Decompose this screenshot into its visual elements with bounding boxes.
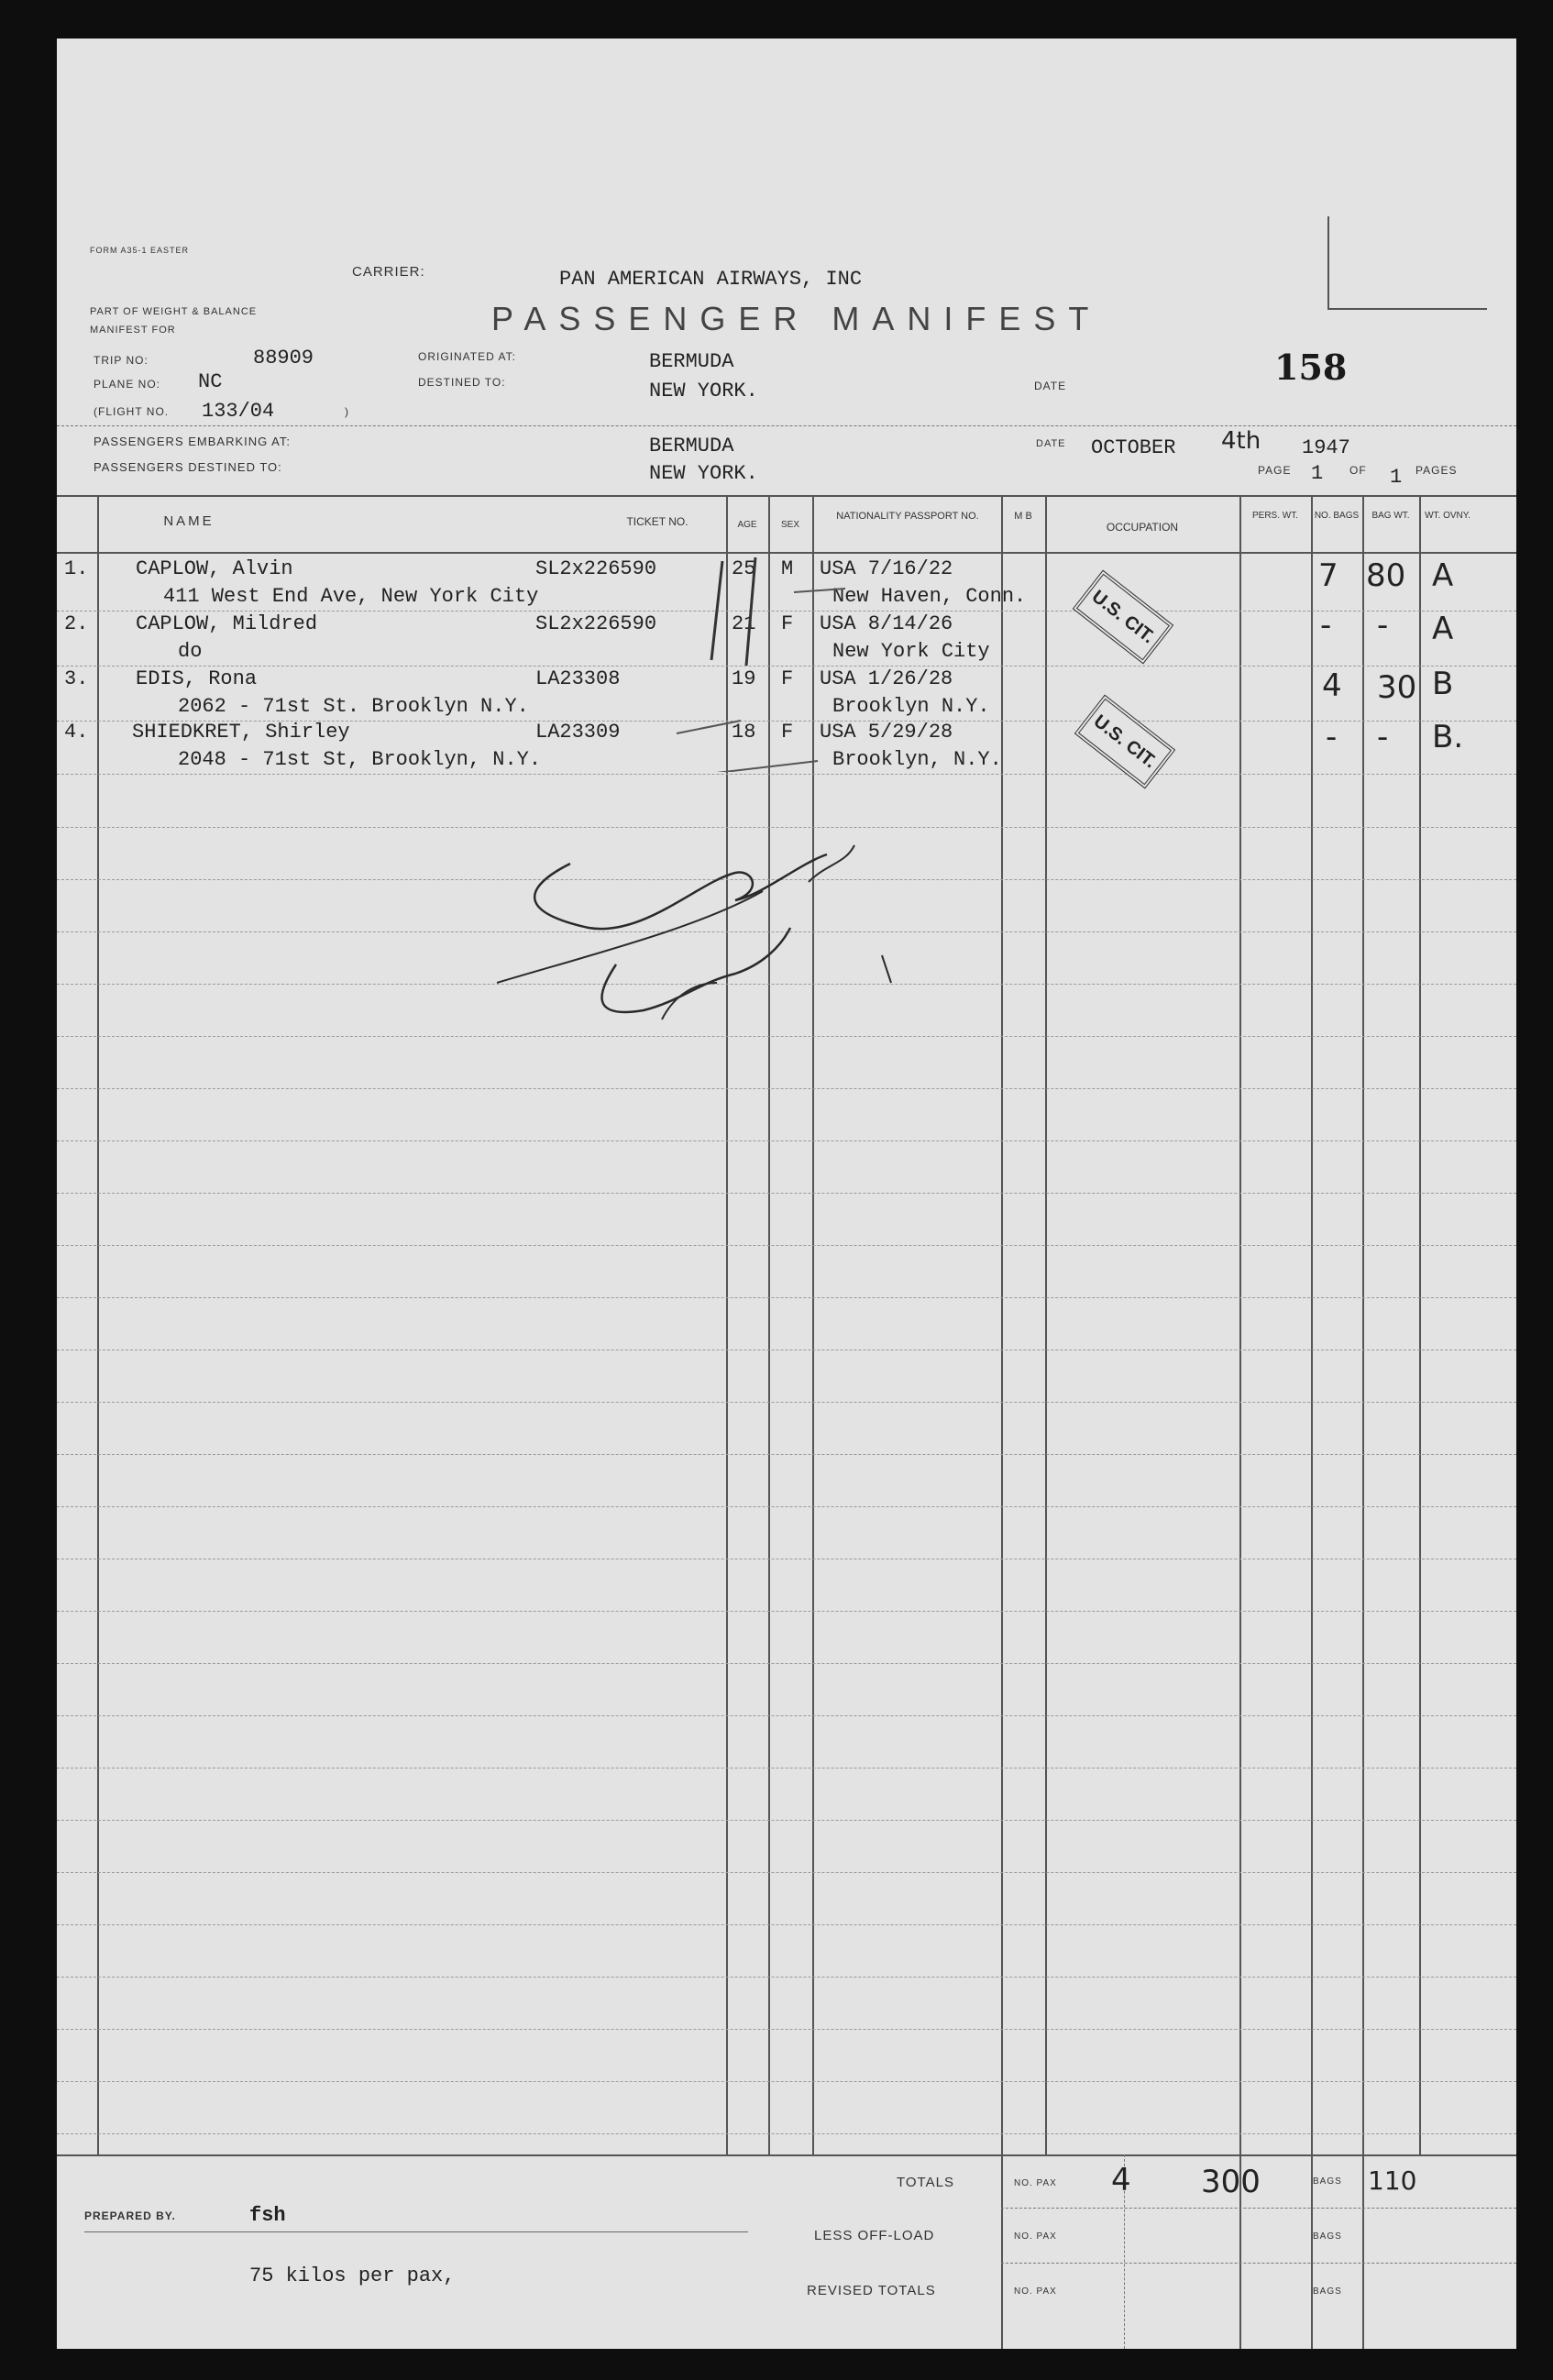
passenger-number: 1. — [64, 557, 89, 580]
col-header-sex: SEX — [780, 520, 799, 530]
page-label: PAGE — [1258, 464, 1292, 477]
bags-label: BAGS — [1313, 2231, 1342, 2242]
us-citizen-stamp: U.S. CIT. — [1074, 695, 1175, 789]
passenger-name: CAPLOW, Mildred — [136, 612, 318, 635]
passenger-nationality: USA 5/29/28 — [820, 721, 953, 744]
passenger-age: 21 — [732, 612, 756, 635]
row-line — [57, 1715, 1516, 1716]
passenger-bag-wt: 80 — [1366, 557, 1406, 594]
col-header-occupation: OCCUPATION — [1106, 521, 1179, 534]
passenger-bags: - — [1326, 719, 1338, 755]
form-title: PASSENGER MANIFEST — [491, 300, 1102, 337]
part-of-label: PART OF WEIGHT & BALANCE — [90, 306, 258, 317]
header-divider — [57, 425, 1516, 426]
passenger-address: 2062 - 71st St. Brooklyn N.Y. — [178, 695, 529, 718]
row-line — [57, 2133, 1516, 2134]
passenger-bags: - — [1320, 607, 1332, 644]
date-value: OCTOBER — [1091, 436, 1176, 459]
trip-label: TRIP NO: — [94, 354, 149, 367]
embarking-label: PASSENGERS EMBARKING AT: — [94, 435, 291, 448]
row-line — [57, 1454, 1516, 1455]
of-label: OF — [1349, 464, 1367, 477]
passenger-address: 2048 - 71st St, Brooklyn, N.Y. — [178, 748, 542, 771]
manifest-sheet — [57, 39, 1516, 2349]
revised-totals-label: REVISED TOTALS — [807, 2283, 936, 2298]
no-pax-label: NO. PAX — [1014, 2286, 1057, 2297]
passenger-ovny: B. — [1432, 719, 1464, 755]
less-offload-label: LESS OFF-LOAD — [814, 2228, 935, 2243]
passenger-ovny: A — [1432, 557, 1454, 594]
corner-mark-h — [1327, 308, 1487, 310]
row-line — [57, 2029, 1516, 2030]
row-line — [57, 1402, 1516, 1403]
totals-row-line — [1001, 2208, 1516, 2209]
passenger-age: 18 — [732, 721, 756, 744]
day-value: 4th — [1221, 427, 1261, 455]
passenger-birthplace: Brooklyn, N.Y. — [832, 748, 1002, 771]
totals-label: TOTALS — [897, 2175, 954, 2190]
flight-value: 133/04 — [202, 400, 275, 423]
year-value: 1947 — [1302, 436, 1350, 459]
pages-label: PAGES — [1415, 464, 1458, 477]
passenger-sex: F — [781, 721, 794, 744]
row-line — [57, 774, 1516, 775]
row-line — [57, 1088, 1516, 1089]
passenger-nationality: USA 7/16/22 — [820, 557, 953, 580]
pax-destined-label: PASSENGERS DESTINED TO: — [94, 460, 282, 474]
row-line — [57, 1663, 1516, 1664]
passenger-bag-wt: 30 — [1377, 669, 1417, 706]
flight-close: ) — [345, 405, 349, 418]
row-line — [57, 1245, 1516, 1246]
col-header-no-bags: NO. BAGS — [1314, 511, 1360, 521]
row-line — [57, 1924, 1516, 1925]
row-line — [57, 1872, 1516, 1873]
manifest-for-label: MANIFEST FOR — [90, 325, 176, 336]
originated-label: ORIGINATED AT: — [418, 350, 516, 363]
row-line — [57, 1297, 1516, 1298]
prepared-by-label: PREPARED BY. — [84, 2209, 176, 2222]
col-header-wt-ovny: WT. OVNY. — [1425, 511, 1470, 521]
col-header-mb: M B — [1014, 511, 1032, 522]
form-code: FORM A35-1 EASTER — [90, 246, 190, 255]
us-citizen-stamp: U.S. CIT. — [1073, 570, 1173, 665]
passenger-sex: F — [781, 667, 794, 690]
passenger-age: 19 — [732, 667, 756, 690]
total-pax-value: 4 — [1111, 2162, 1131, 2198]
bags-label: BAGS — [1313, 2286, 1342, 2297]
date2-label: DATE — [1036, 438, 1066, 449]
passenger-bag-wt: - — [1377, 607, 1389, 644]
no-pax-label: NO. PAX — [1014, 2178, 1057, 2188]
total-weight-value: 300 — [1201, 2164, 1261, 2200]
row-line — [57, 1977, 1516, 1978]
col-header-bag-wt: BAG WT. — [1371, 511, 1410, 521]
passenger-bags: 4 — [1322, 667, 1342, 704]
col-header-ticket: TICKET NO. — [626, 515, 688, 528]
destined-label: DESTINED TO: — [418, 376, 506, 389]
passenger-number: 3. — [64, 667, 89, 690]
col-header-nationality: NATIONALITY PASSPORT NO. — [836, 511, 979, 522]
carrier-label: CARRIER: — [352, 264, 425, 280]
passenger-birthplace: Brooklyn N.Y. — [832, 695, 990, 718]
plane-value: NC — [198, 370, 223, 393]
flight-label: (FLIGHT NO. — [94, 405, 170, 418]
page-number: 158 — [1274, 347, 1348, 388]
passenger-ticket: LA23308 — [535, 667, 621, 690]
table-bottom-border — [57, 2154, 1516, 2156]
row-line — [57, 1506, 1516, 1507]
passenger-name: CAPLOW, Alvin — [136, 557, 293, 580]
total-bags-value: 110 — [1368, 2165, 1417, 2196]
passenger-sex: F — [781, 612, 794, 635]
prepared-by-value: fsh — [249, 2204, 286, 2227]
row-line — [57, 1611, 1516, 1612]
passenger-birthplace: New Haven, Conn. — [832, 585, 1027, 608]
of-value: 1 — [1390, 466, 1403, 489]
totals-row-line — [1001, 2263, 1516, 2264]
passenger-ovny: A — [1432, 611, 1454, 647]
page-value: 1 — [1311, 462, 1324, 485]
passenger-ovny: B — [1432, 666, 1454, 702]
passenger-number: 4. — [64, 721, 89, 744]
passenger-sex: M — [781, 557, 794, 580]
date-label: DATE — [1034, 380, 1067, 392]
embarking-value: BERMUDA — [649, 435, 734, 457]
col-header-pers-wt: PERS. WT. — [1251, 511, 1298, 521]
corner-mark-v — [1327, 216, 1329, 308]
passenger-name: SHIEDKRET, Shirley — [132, 721, 350, 744]
passenger-address: 411 West End Ave, New York City — [163, 585, 539, 608]
passenger-nationality: USA 8/14/26 — [820, 612, 953, 635]
passenger-ticket: SL2x226590 — [535, 612, 657, 635]
passenger-bag-wt: - — [1377, 719, 1389, 755]
row-line — [57, 1820, 1516, 1821]
row-line — [57, 2081, 1516, 2082]
passenger-bags: 7 — [1318, 557, 1338, 594]
passenger-number: 2. — [64, 612, 89, 635]
table-top-border — [57, 495, 1516, 497]
passenger-address: do — [178, 640, 203, 663]
row-line — [57, 1140, 1516, 1141]
passenger-ticket: LA23309 — [535, 721, 621, 744]
destined-value: NEW YORK. — [649, 380, 758, 402]
col-divider-mb — [1045, 495, 1047, 2154]
pax-destined-value: NEW YORK. — [649, 462, 758, 485]
row-line — [57, 1193, 1516, 1194]
trip-value: 88909 — [253, 347, 314, 369]
prepared-underline — [84, 2231, 748, 2232]
passenger-birthplace: New York City — [832, 640, 990, 663]
passenger-name: EDIS, Rona — [136, 667, 258, 690]
no-pax-label: NO. PAX — [1014, 2231, 1057, 2242]
col-header-name: NAME — [163, 513, 215, 529]
passenger-age: 25 — [732, 557, 756, 580]
passenger-ticket: SL2x226590 — [535, 557, 657, 580]
handwritten-signature — [460, 827, 974, 1065]
col-divider-num — [97, 495, 99, 2154]
carrier-value: PAN AMERICAN AIRWAYS, INC — [559, 268, 863, 291]
originated-value: BERMUDA — [649, 350, 734, 373]
footer-note: 75 kilos per pax, — [249, 2264, 456, 2287]
col-header-age: AGE — [737, 520, 757, 530]
plane-label: PLANE NO: — [94, 378, 161, 391]
bags-label: BAGS — [1313, 2176, 1342, 2187]
handwritten-marks — [653, 552, 854, 772]
col-divider-bag-wt — [1419, 495, 1421, 2154]
passenger-nationality: USA 1/26/28 — [820, 667, 953, 690]
